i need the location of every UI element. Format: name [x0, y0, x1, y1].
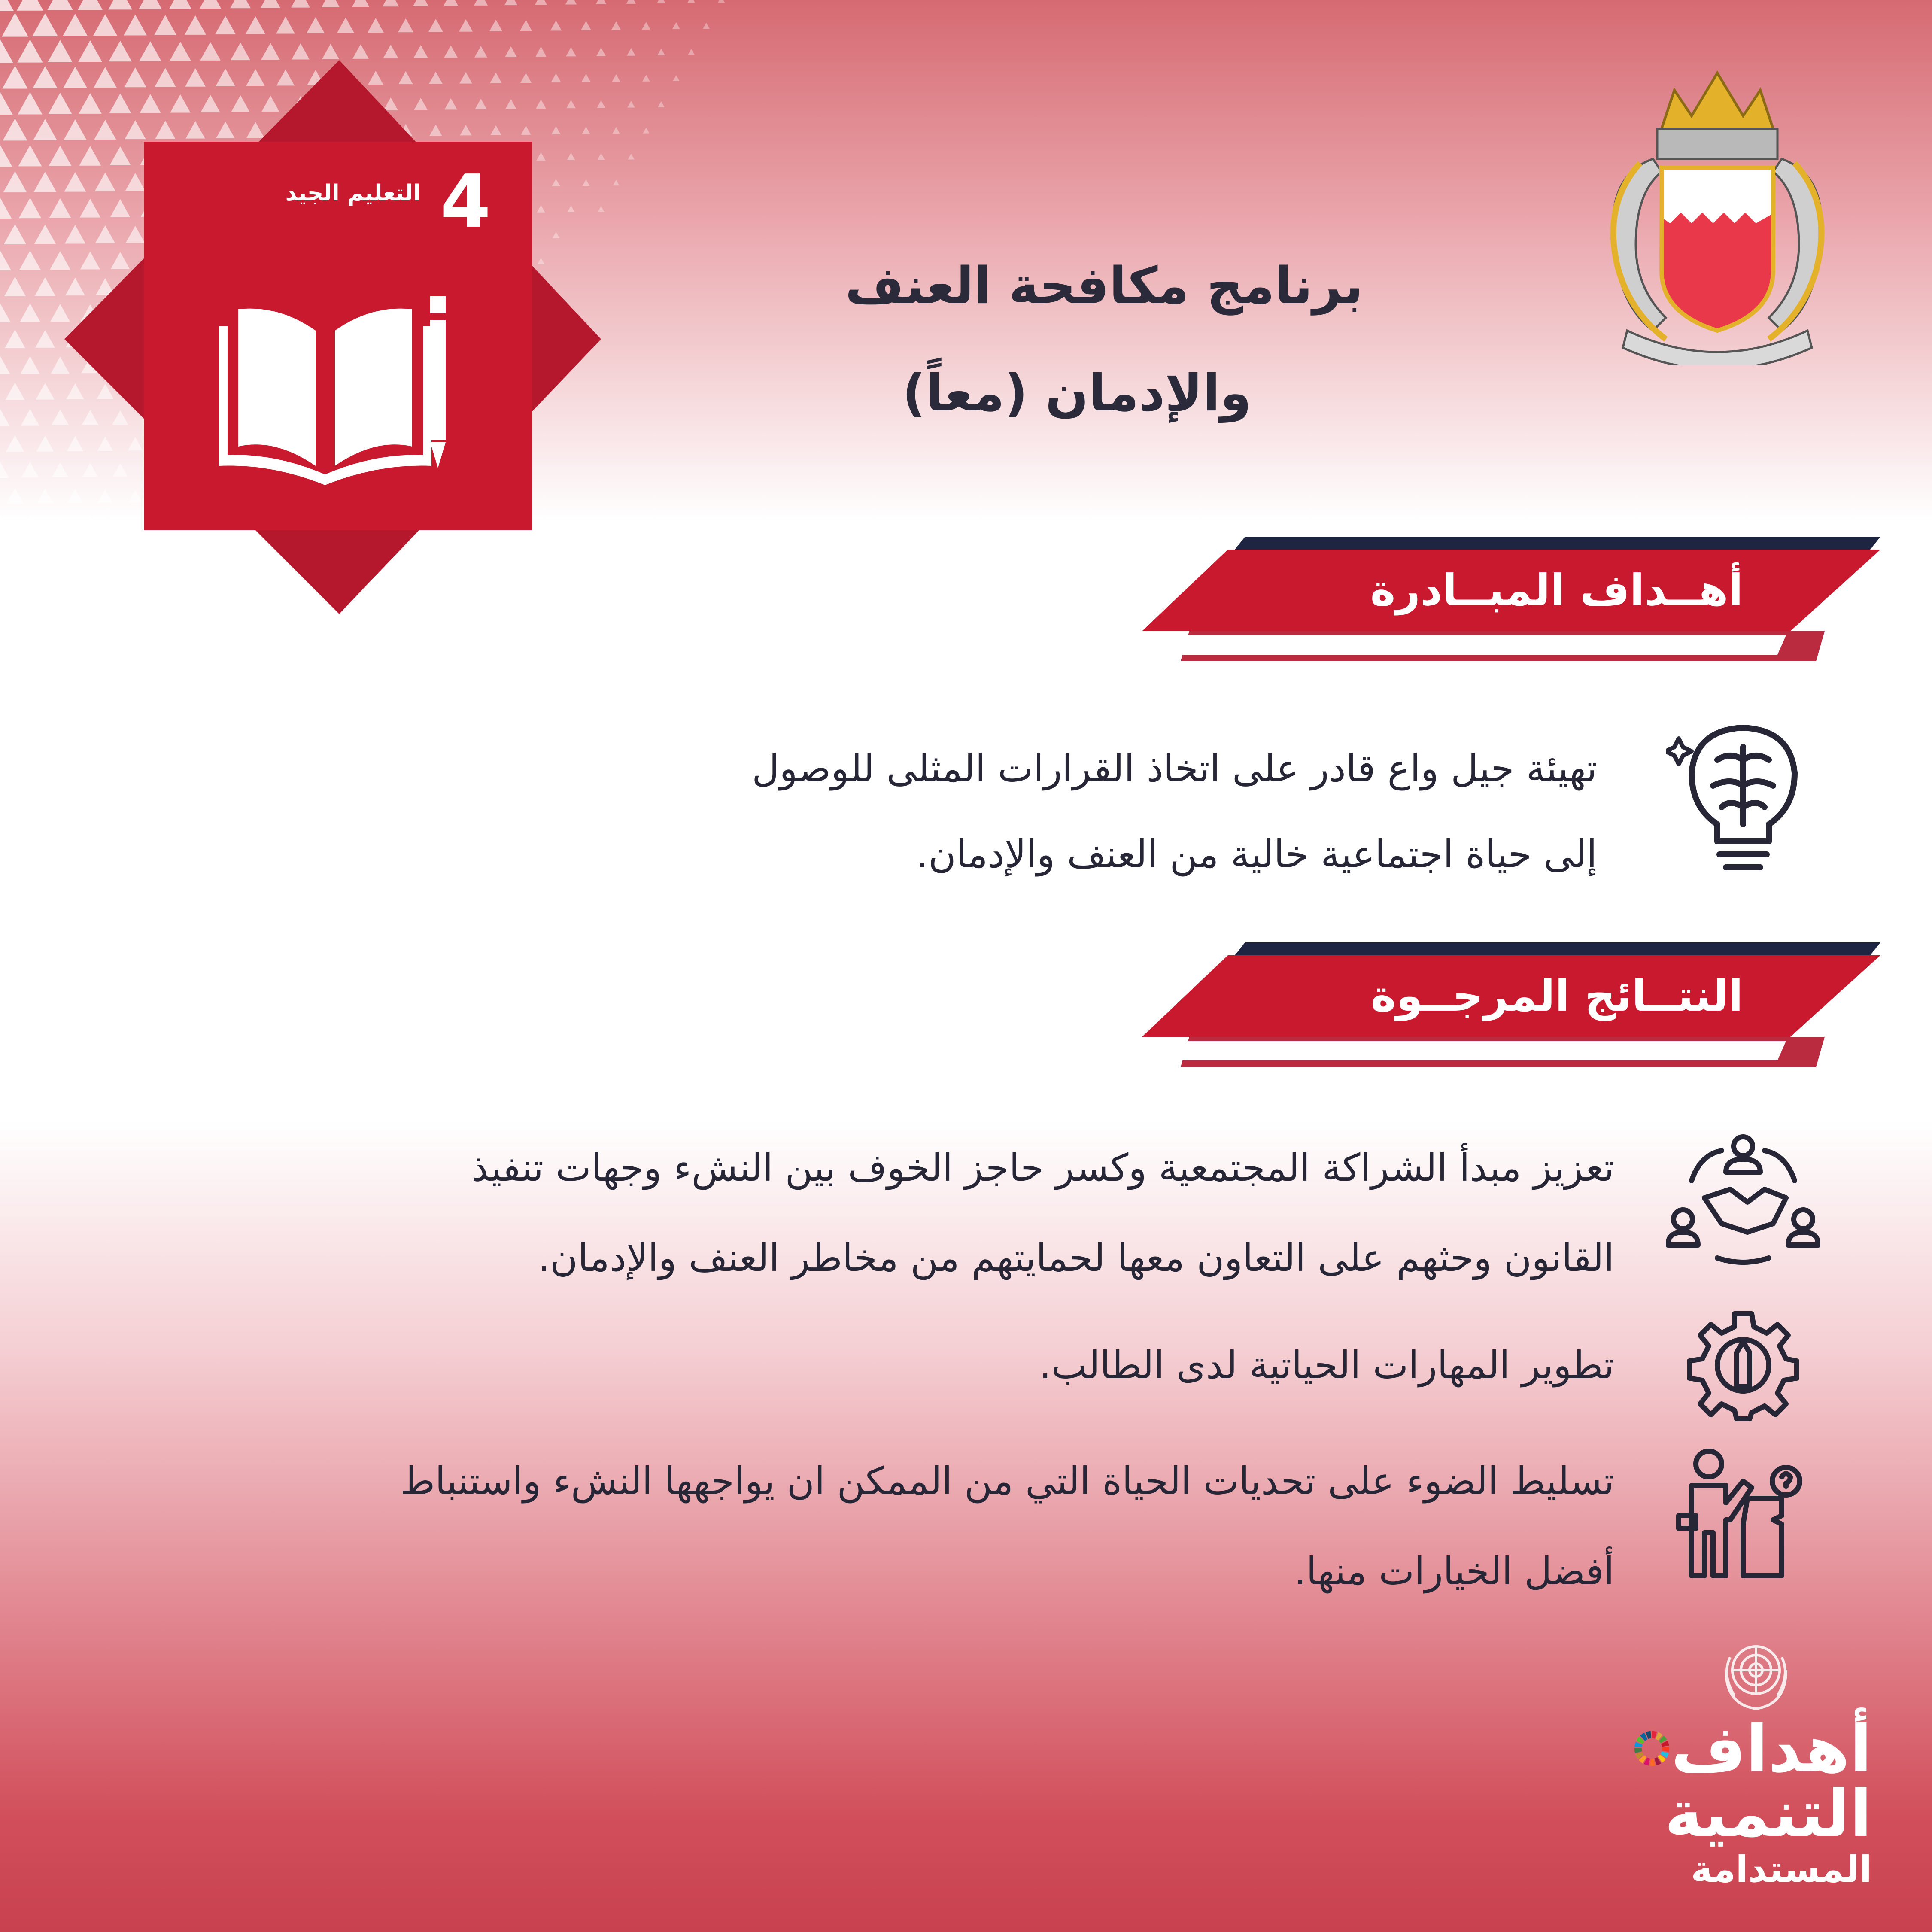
goals-section-title: أهــداف المبــادرة [1370, 565, 1743, 615]
pattern-triangle [688, 49, 695, 55]
pencil-icon [430, 296, 446, 468]
pattern-triangle [657, 0, 665, 3]
outcome-item-1-line-1: تعزيز مبدأ الشراكة المجتمعية وكسر حاجز الخوف بين النشء وجهات تنفيذ [471, 1145, 1614, 1190]
sdg-goal-4-tile [0, 0, 644, 644]
outcome-item-3-line-2: أفضل الخيارات منها. [1294, 1549, 1614, 1593]
goal-item-1 [524, 726, 1597, 897]
goal-item-1-line-1: تهيئة جيل واع قادر على اتخاذ القرارات المثلى للوصول [752, 746, 1597, 790]
sdg-label: التعليم الجيد [285, 180, 421, 206]
goal-item-1-line-2: إلى حياة اجتماعية خالية من العنف والإدمان. [916, 832, 1597, 876]
challenge-puzzle-icon [1674, 1447, 1803, 1584]
sdg-number: 4 [440, 159, 491, 244]
pattern-triangle [673, 75, 680, 81]
pattern-triangle [703, 23, 710, 29]
sdg-color-wheel-icon [1634, 1730, 1670, 1767]
sdg-logo-line-3: المستدامة [1691, 1848, 1872, 1891]
page-title [719, 232, 1363, 447]
un-emblem-icon [1713, 1631, 1799, 1717]
outcome-item-1 [112, 1123, 1614, 1303]
gear-pencil-icon [1687, 1309, 1799, 1421]
pattern-triangle [672, 22, 680, 29]
sdg-logo-line-1: أهداف [1671, 1712, 1872, 1787]
outcome-item-1-line-2: القانون وحثهم على التعاون معها لحمايتهم من مخاطر العنف والإدمان. [538, 1236, 1614, 1280]
title-line-1: برنامج مكافحة العنف [845, 256, 1363, 315]
pattern-triangle [658, 101, 665, 107]
outcome-item-2: تطوير المهارات الحياتية لدى الطالب. [1039, 1343, 1614, 1387]
sdg-wheel-segment [1650, 1759, 1655, 1766]
outcomes-section-title: النتــائج المرجــوة [1370, 971, 1743, 1021]
pattern-triangle [657, 49, 665, 55]
pattern-triangle [687, 0, 695, 3]
partnership-handshake-icon [1666, 1133, 1820, 1271]
outcome-item-3-line-1: تسليط الضوء على تحديات الحياة التي من الممكن ان يواجهها النشء واستنباط [400, 1459, 1614, 1503]
title-line-2: والإدمان (معاً) [902, 363, 1252, 422]
pattern-triangle [718, 0, 725, 3]
brain-bulb-icon [1666, 713, 1820, 884]
outcome-item-3 [112, 1436, 1614, 1616]
sdg-logo-line-2: التنمية [1665, 1777, 1872, 1851]
sdg-wheel-segment [1662, 1747, 1669, 1752]
bahrain-police-emblem [1589, 64, 1846, 365]
